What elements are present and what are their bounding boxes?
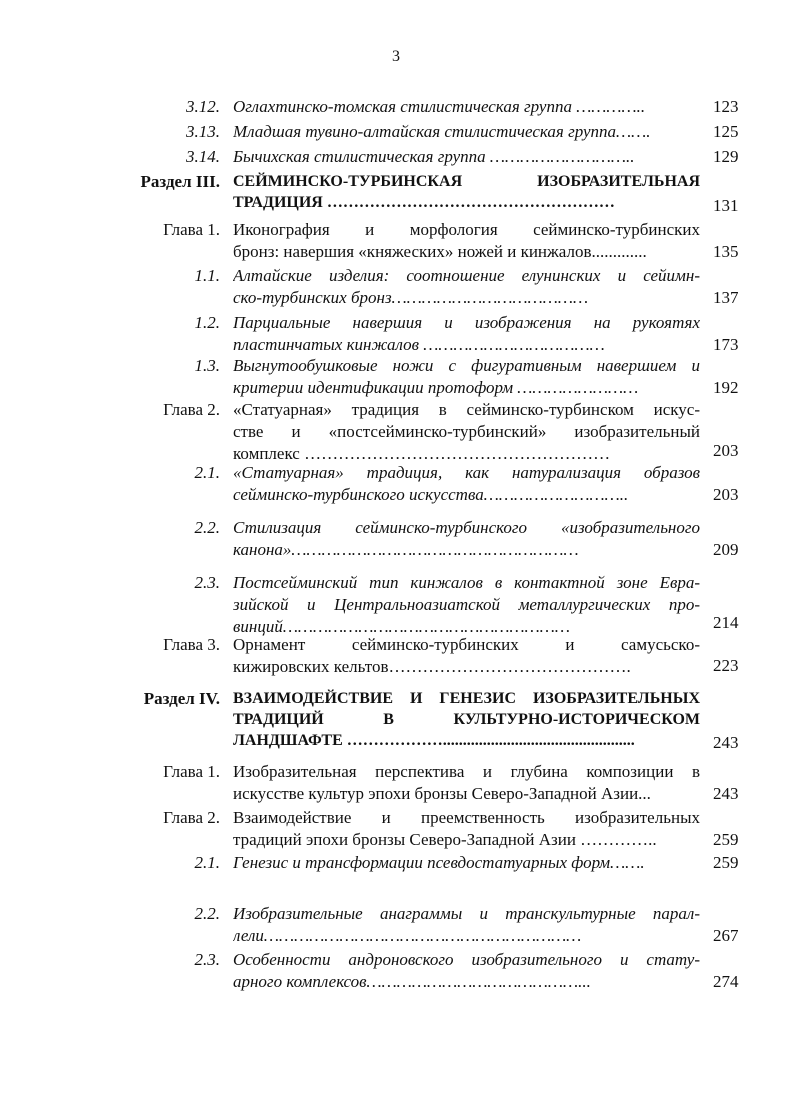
toc-page: 267 [713,926,739,945]
toc-title [233,96,700,118]
toc-title-line: Оглахтинско-томская стилистическая группа ………….. [233,97,646,116]
toc-title-line: Иконография и морфология сейминско-турбинских [233,220,700,239]
toc-title [233,265,700,309]
toc-page: 243 [713,784,739,803]
toc-title-line: традиций эпохи бронзы Северо-Западной Азии ………….. [233,830,657,849]
toc-label: 1.1. [194,266,220,285]
toc-title-line: Постсейминский тип кинжалов в контактной зоне Евра- [233,573,700,592]
toc-title-line: арного комплексов……………………………………... [233,972,591,991]
toc-title [233,634,700,678]
toc-title-line: Генезис и трансформации псевдостатуарных форм……. [233,853,645,872]
toc-title-line: ско-турбинских бронз………………………………… [233,288,589,307]
toc-title-line: лели……………………………………………………… [233,926,582,945]
toc-title-line: Алтайские изделия: соотношение елунинских и сейимн- [233,266,700,285]
toc-label: 2.1. [194,853,220,872]
toc-title-line: бронз: навершия «княжеских» ножей и кинжалов............. [233,242,647,261]
toc-title-line: Выгнутообушковые ножи с фигуративным навершием и [233,356,700,375]
toc-page: 209 [713,540,739,559]
toc-page: 203 [713,441,739,460]
toc-page: 123 [713,97,739,116]
toc-label: 3.14. [186,147,220,166]
toc-title-line: зийской и Центральноазиатской металлургических про- [233,595,700,614]
toc-title-line: ТРАДИЦИЯ ……………………………………………… [233,194,615,211]
toc-label: Раздел IV. [143,689,220,708]
toc-title-line: Орнамент сейминско-турбинских и самусьско- [233,635,700,654]
toc-title-line: канона»………………………………………………… [233,540,579,559]
toc-label: 1.3. [194,356,220,375]
toc-label: Глава 3. [163,635,220,654]
toc-title-line: Изобразительная перспектива и глубина композиции в [233,762,700,781]
toc-title [233,949,700,993]
toc-label: Глава 2. [163,808,220,827]
toc-label: 2.3. [194,573,220,592]
toc-label: Глава 1. [163,220,220,239]
toc-label: 3.12. [186,97,220,116]
toc-page: 173 [713,335,739,354]
toc-title-line: Парциальные навершия и изображения на рукоятях [233,313,700,332]
toc-label: 2.1. [194,463,220,482]
toc-title-line: искусстве культур эпохи бронзы Северо-Западной Азии... [233,784,651,803]
toc-title-line: СЕЙМИНСКО-ТУРБИНСКАЯ ИЗОБРАЗИТЕЛЬНАЯ [233,173,700,190]
toc-title-line: Взаимодействие и преемственность изобразительных [233,808,700,827]
toc-title [233,312,700,356]
toc-title [233,572,700,638]
toc-page: 131 [713,196,739,215]
toc-title-line: винций………………………………………………… [233,617,571,636]
toc-page: 243 [713,733,739,752]
toc-title [233,399,700,465]
toc-page: 135 [713,242,739,261]
toc-page: 192 [713,378,739,397]
toc-title [233,462,700,506]
toc-title-line: Особенности андроновского изобразительного и стату- [233,950,700,969]
toc-title [233,171,700,213]
toc-title [233,761,700,805]
toc-page: 129 [713,147,739,166]
toc-title [233,852,700,874]
toc-label: 2.3. [194,950,220,969]
toc-title [233,146,700,168]
toc-title-line: Изобразительные анаграммы и транскультурные парал- [233,904,700,923]
toc-label: 1.2. [194,313,220,332]
toc-title-line: пластинчатых кинжалов ……………………………… [233,335,605,354]
toc-page: 125 [713,122,739,141]
toc-title-line: критерии идентификации протоформ …………………… [233,378,639,397]
toc-title [233,219,700,263]
toc-title-line: ЛАНДШАФТЕ ………………................................................ [233,732,635,749]
toc-title-line: ВЗАИМОДЕЙСТВИЕ И ГЕНЕЗИС ИЗОБРАЗИТЕЛЬНЫХ [233,690,700,707]
toc-title-line: «Статуарная» традиция в сейминско-турбинском искус- [233,400,700,419]
toc-page: 259 [713,830,739,849]
page-number: 3 [392,48,400,65]
toc-title-line: комплекс ……………………………………………… [233,444,611,463]
toc-title-line: ТРАДИЦИЙ В КУЛЬТУРНО-ИСТОРИЧЕСКОМ [233,711,700,728]
toc-title [233,121,700,143]
toc-title-line: кижировских кельтов……………………………………. [233,657,631,676]
toc-title-line: Младшая тувино-алтайская стилистическая группа……. [233,122,651,141]
toc-page: 203 [713,485,739,504]
toc-page: 274 [713,972,739,991]
toc-label: 3.13. [186,122,220,141]
toc-label: Раздел III. [140,172,220,191]
toc-title-line: «Статуарная» традиция, как натурализация образов [233,463,700,482]
toc-page: 223 [713,656,739,675]
toc-title-line: Стилизация сейминско-турбинского «изобразительного [233,518,700,537]
toc-title-line: сейминско-турбинского искусства……………………….. [233,485,629,504]
toc-page: 137 [713,288,739,307]
toc-title [233,903,700,947]
toc-title [233,517,700,561]
toc-title-line: стве и «постсейминско-турбинский» изобразительный [233,422,700,441]
toc-label: 2.2. [194,904,220,923]
toc-page: 259 [713,853,739,872]
toc-label: Глава 1. [163,762,220,781]
toc-title [233,688,700,751]
toc-page: 214 [713,613,739,632]
toc-title [233,355,700,399]
toc-label: 2.2. [194,518,220,537]
toc-label: Глава 2. [163,400,220,419]
toc-title [233,807,700,851]
toc-title-line: Бычихская стилистическая группа ……………………….. [233,147,635,166]
